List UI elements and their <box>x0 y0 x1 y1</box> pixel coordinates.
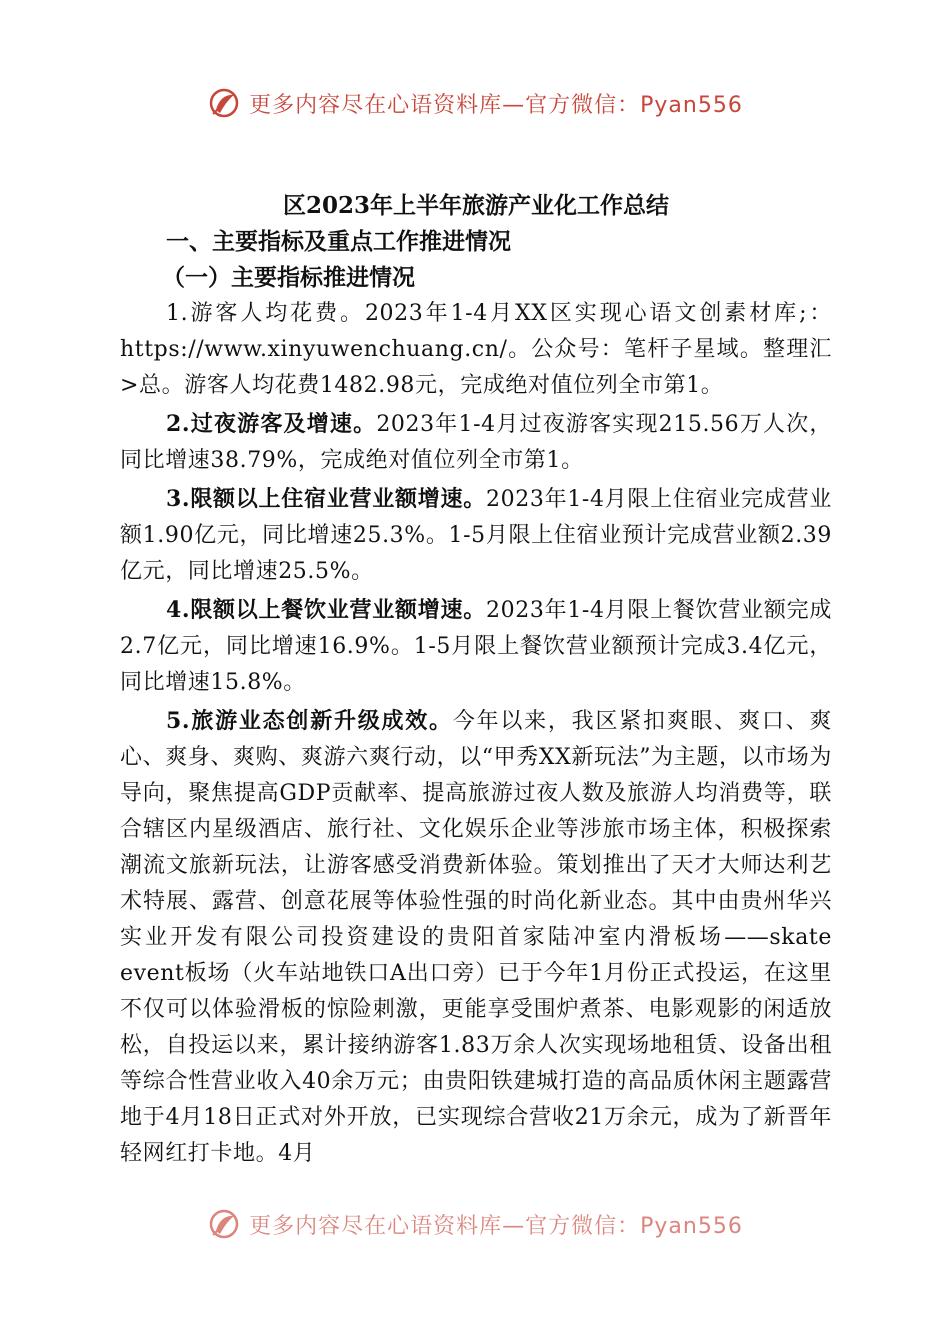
paragraph-4 <box>120 592 832 701</box>
watermark-footer <box>0 1207 950 1241</box>
paragraph-2-lead: 2.过夜游客及增速。 <box>166 411 377 437</box>
paragraph-5-body: 今年以来，我区紧扣爽眼、爽口、爽心、爽身、爽购、爽游六爽行动，以“甲秀XX新玩法”为主题，以市场为导向，聚焦提高GDP贡献率、提高旅游过夜人数及旅游人均消费等，联合辖区内星级酒店、旅行社、文化娱乐企业等涉旅市场主体，积极探索潮流文旅新玩法，让游客感受消费新体验。策划推出了天才大师达利艺术特展、露营、创意花展等体验性强的时尚化新业态。其中由贵州华兴实业开发有限公司投资建设的贵阳首家陆冲室内滑板场——skate event板场（火车站地铁口A出口旁）已于今年1月份正式投运，在这里不仅可以体验滑板的惊险刺激，更能享受围炉煮茶、电影观影的闲适放松，自投运以来，累计接纳游客1.83万余人次实现场地租赁、设备出租等综合性营业收入40余万元；由贵阳铁建城打造的高品质休闲主题露营地于4月18日正式对外开放，已实现综合营收21万余元，成为了新晋年轻网红打卡地。4月 <box>120 709 832 1166</box>
watermark-header <box>0 86 950 120</box>
brand-logo-icon <box>207 86 241 120</box>
section-heading: 一、主要指标及重点工作推进情况 <box>166 228 511 255</box>
document-body <box>120 188 832 1172</box>
document-title: 区2023年上半年旅游产业化工作总结 <box>282 192 669 219</box>
paragraph-2-body: 2023年1-4月过夜游客实现215.56万人次，同比增速38.79%，完成绝对值位列全市第1。 <box>120 412 833 473</box>
paragraph-3-body: 2023年1-4月限上住宿业完成营业额1.90亿元，同比增速25.3%。1-5月限上住宿业预计完成营业额2.39亿元，同比增速25.5%。 <box>120 487 833 584</box>
watermark-footer-text: 更多内容尽在心语资料库—官方微信：Pyan556 <box>249 1213 743 1239</box>
paragraph-5-lead: 5.旅游业态创新升级成效。 <box>166 708 453 734</box>
paragraph-3 <box>120 481 832 590</box>
paragraph-2 <box>120 406 832 479</box>
paragraph-4-lead: 4.限额以上餐饮业营业额增速。 <box>166 597 487 623</box>
paragraph-5 <box>120 703 832 1172</box>
subsection-heading: （一）主要指标推进情况 <box>162 264 415 291</box>
paragraph-4-body: 2023年1-4月限上餐饮营业额完成2.7亿元，同比增速16.9%。1-5月限上餐饮营业额预计完成3.4亿元，同比增速15.8%。 <box>120 598 833 695</box>
paragraph-3-lead: 3.限额以上住宿业营业额增速。 <box>166 486 487 512</box>
brand-logo-icon <box>207 1207 241 1241</box>
paragraph-1-body: 1.游客人均花费。2023年1-4月XX区实现心语文创素材库;：https://www.xinyuwenchuang.cn/。公众号：笔杆子星域。整理汇>总。游客人均花费1482.98元，完成绝对值位列全市第1。 <box>120 301 832 398</box>
paragraph-1 <box>120 296 832 404</box>
watermark-text: 更多内容尽在心语资料库—官方微信：Pyan556 <box>249 92 743 118</box>
